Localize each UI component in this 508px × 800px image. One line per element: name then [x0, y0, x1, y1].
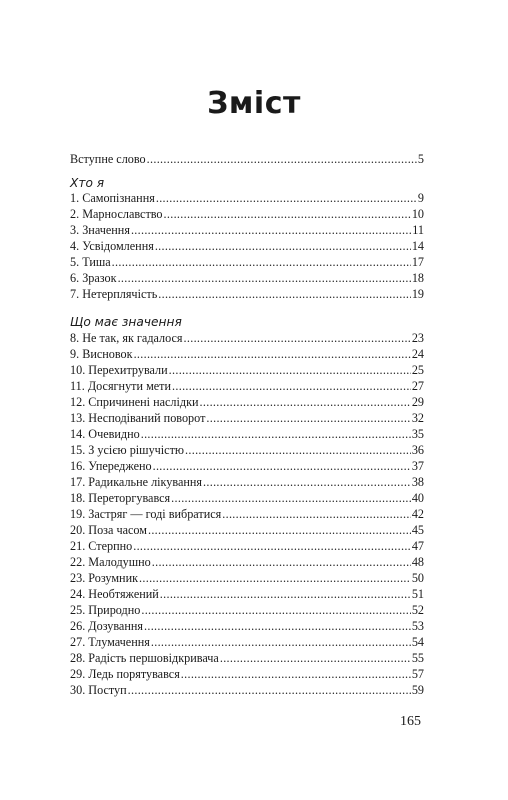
- dot-leader: [112, 255, 411, 270]
- toc-entry-page: 54: [411, 635, 424, 649]
- toc-entry-page: 32: [411, 411, 424, 425]
- toc-entry: [70, 347, 424, 362]
- toc-entry: [70, 539, 424, 554]
- dot-leader: [128, 683, 411, 698]
- toc-entry-label: 6. Зразок: [70, 271, 117, 285]
- toc-entry-page: 37: [411, 459, 424, 473]
- toc-entry-label: 16. Упереджено: [70, 459, 152, 473]
- dot-leader: [134, 347, 411, 362]
- toc-entry-page: 53: [411, 619, 424, 633]
- toc-entry: [70, 239, 424, 254]
- toc-entry-page: 14: [411, 239, 424, 253]
- toc-entry: [70, 587, 424, 602]
- toc-entry-page: 24: [411, 347, 424, 361]
- dot-leader: [184, 331, 411, 346]
- toc-entry: [70, 571, 424, 586]
- toc-entry: [70, 491, 424, 506]
- toc-entry: [70, 223, 424, 238]
- dot-leader: [131, 223, 411, 238]
- toc-entry-label: 10. Перехитрували: [70, 363, 168, 377]
- toc-entry-label: 26. Дозування: [70, 619, 143, 633]
- toc-entry-page: 50: [411, 571, 424, 585]
- dot-leader: [206, 411, 410, 426]
- toc-entry-page: 10: [411, 207, 424, 221]
- page-number: 165: [400, 714, 421, 729]
- toc-entry-page: 11: [412, 223, 424, 237]
- dot-leader: [203, 475, 411, 490]
- toc-entry: [70, 507, 424, 522]
- dot-leader: [144, 619, 411, 634]
- toc-entry-page: 5: [417, 152, 424, 166]
- toc-entry-label: 17. Радикальне лікування: [70, 475, 203, 489]
- dot-leader: [164, 207, 411, 222]
- toc-entry-label: 15. З усією рішучістю: [70, 443, 185, 457]
- toc-entry-label: 8. Не так, як гадалося: [70, 331, 183, 345]
- toc-entry: [70, 635, 424, 650]
- toc-entry-label: 30. Поступ: [70, 683, 127, 697]
- toc-entry: [70, 363, 424, 378]
- toc-entry-label: 9. Висновок: [70, 347, 133, 361]
- section-heading: Що має значення: [70, 315, 182, 329]
- toc-entry-page: 35: [411, 427, 424, 441]
- dot-leader: [148, 523, 411, 538]
- toc-entry-page: 45: [411, 523, 424, 537]
- dot-leader: [133, 539, 411, 554]
- toc-entry-label: 7. Нетерплячість: [70, 287, 158, 301]
- toc-entry: [70, 683, 424, 698]
- section-heading: Хто я: [70, 176, 105, 190]
- toc-entry-page: 48: [411, 555, 424, 569]
- toc-entry-page: 25: [411, 363, 424, 377]
- dot-leader: [152, 555, 411, 570]
- toc-entry-page: 9: [417, 191, 424, 205]
- toc-entry-label: 24. Необтяжений: [70, 587, 159, 601]
- toc-entry-label: 13. Несподіваний поворот: [70, 411, 206, 425]
- toc-entry-label: 27. Тлумачення: [70, 635, 150, 649]
- dot-leader: [172, 379, 411, 394]
- dot-leader: [139, 571, 411, 586]
- toc-entry-label: 29. Ледь порятувався: [70, 667, 180, 681]
- toc-entry-page: 17: [411, 255, 424, 269]
- toc-entry: [70, 555, 424, 570]
- toc-entry-label: 18. Переторгувався: [70, 491, 171, 505]
- toc-entry: [70, 255, 424, 270]
- dot-leader: [185, 443, 411, 458]
- toc-entry-page: 42: [411, 507, 424, 521]
- toc-entry: [70, 191, 424, 206]
- toc-entry-label: 22. Малодушно: [70, 555, 151, 569]
- dot-leader: [160, 587, 411, 602]
- dot-leader: [151, 635, 411, 650]
- toc-entry-label: 28. Радість першовідкривача: [70, 651, 219, 665]
- toc-entry-label: 21. Стерпно: [70, 539, 133, 553]
- toc-entry: [70, 395, 424, 410]
- dot-leader: [153, 459, 411, 474]
- toc-entry-label: 19. Застряг — годі вибратися: [70, 507, 222, 521]
- toc-entry-page: 55: [411, 651, 424, 665]
- dot-leader: [181, 667, 411, 682]
- toc-entry: [70, 443, 424, 458]
- toc-entry-page: 52: [411, 603, 424, 617]
- toc-entry-page: 29: [411, 395, 424, 409]
- dot-leader: [171, 491, 411, 506]
- toc-entry-label: 11. Досягнути мети: [70, 379, 172, 393]
- toc-entry-label: 25. Природно: [70, 603, 141, 617]
- toc-entry: [70, 427, 424, 442]
- toc-entry: [70, 475, 424, 490]
- toc-entry: [70, 651, 424, 666]
- toc-entry-label: 20. Поза часом: [70, 523, 147, 537]
- toc-entry-label: 23. Розумник: [70, 571, 139, 585]
- toc-entry: [70, 603, 424, 618]
- dot-leader: [220, 651, 411, 666]
- toc-entry-page: 57: [411, 667, 424, 681]
- dot-leader: [141, 603, 410, 618]
- dot-leader: [158, 287, 411, 302]
- dot-leader: [155, 239, 411, 254]
- toc-entry-page: 59: [411, 683, 424, 697]
- toc-entry-page: 19: [411, 287, 424, 301]
- toc-entry-label: 4. Усвідомлення: [70, 239, 154, 253]
- toc-entry-intro: [70, 152, 424, 167]
- toc-entry-page: 38: [411, 475, 424, 489]
- toc-entry: [70, 271, 424, 286]
- toc-entry: [70, 207, 424, 222]
- toc-entry: [70, 619, 424, 634]
- toc-entry-label: 12. Спричинені наслідки: [70, 395, 199, 409]
- toc-entry-label: 3. Значення: [70, 223, 130, 237]
- toc-entry: [70, 331, 424, 346]
- dot-leader: [141, 427, 411, 442]
- toc-entry-label: 5. Тиша: [70, 255, 111, 269]
- toc-entry-label: Вступне слово: [70, 152, 146, 166]
- dot-leader: [118, 271, 411, 286]
- toc-entry-page: 47: [411, 539, 424, 553]
- toc-entry: [70, 379, 424, 394]
- dot-leader: [222, 507, 411, 522]
- toc-entry-page: 27: [411, 379, 424, 393]
- toc-entry: [70, 667, 424, 682]
- toc-entry: [70, 459, 424, 474]
- toc-entry-label: 1. Самопізнання: [70, 191, 155, 205]
- toc-entry-page: 18: [411, 271, 424, 285]
- dot-leader: [200, 395, 411, 410]
- toc-entry-page: 51: [411, 587, 424, 601]
- dot-leader: [156, 191, 417, 206]
- page-title: Зміст: [207, 86, 301, 121]
- toc-entry: [70, 287, 424, 302]
- table-of-contents: [70, 0, 424, 800]
- toc-entry: [70, 523, 424, 538]
- toc-entry-page: 36: [411, 443, 424, 457]
- dot-leader: [147, 152, 417, 167]
- toc-entry-page: 23: [411, 331, 424, 345]
- toc-entry-label: 2. Марнославство: [70, 207, 163, 221]
- toc-entry-page: 40: [411, 491, 424, 505]
- toc-entry-label: 14. Очевидно: [70, 427, 140, 441]
- toc-entry: [70, 411, 424, 426]
- dot-leader: [169, 363, 411, 378]
